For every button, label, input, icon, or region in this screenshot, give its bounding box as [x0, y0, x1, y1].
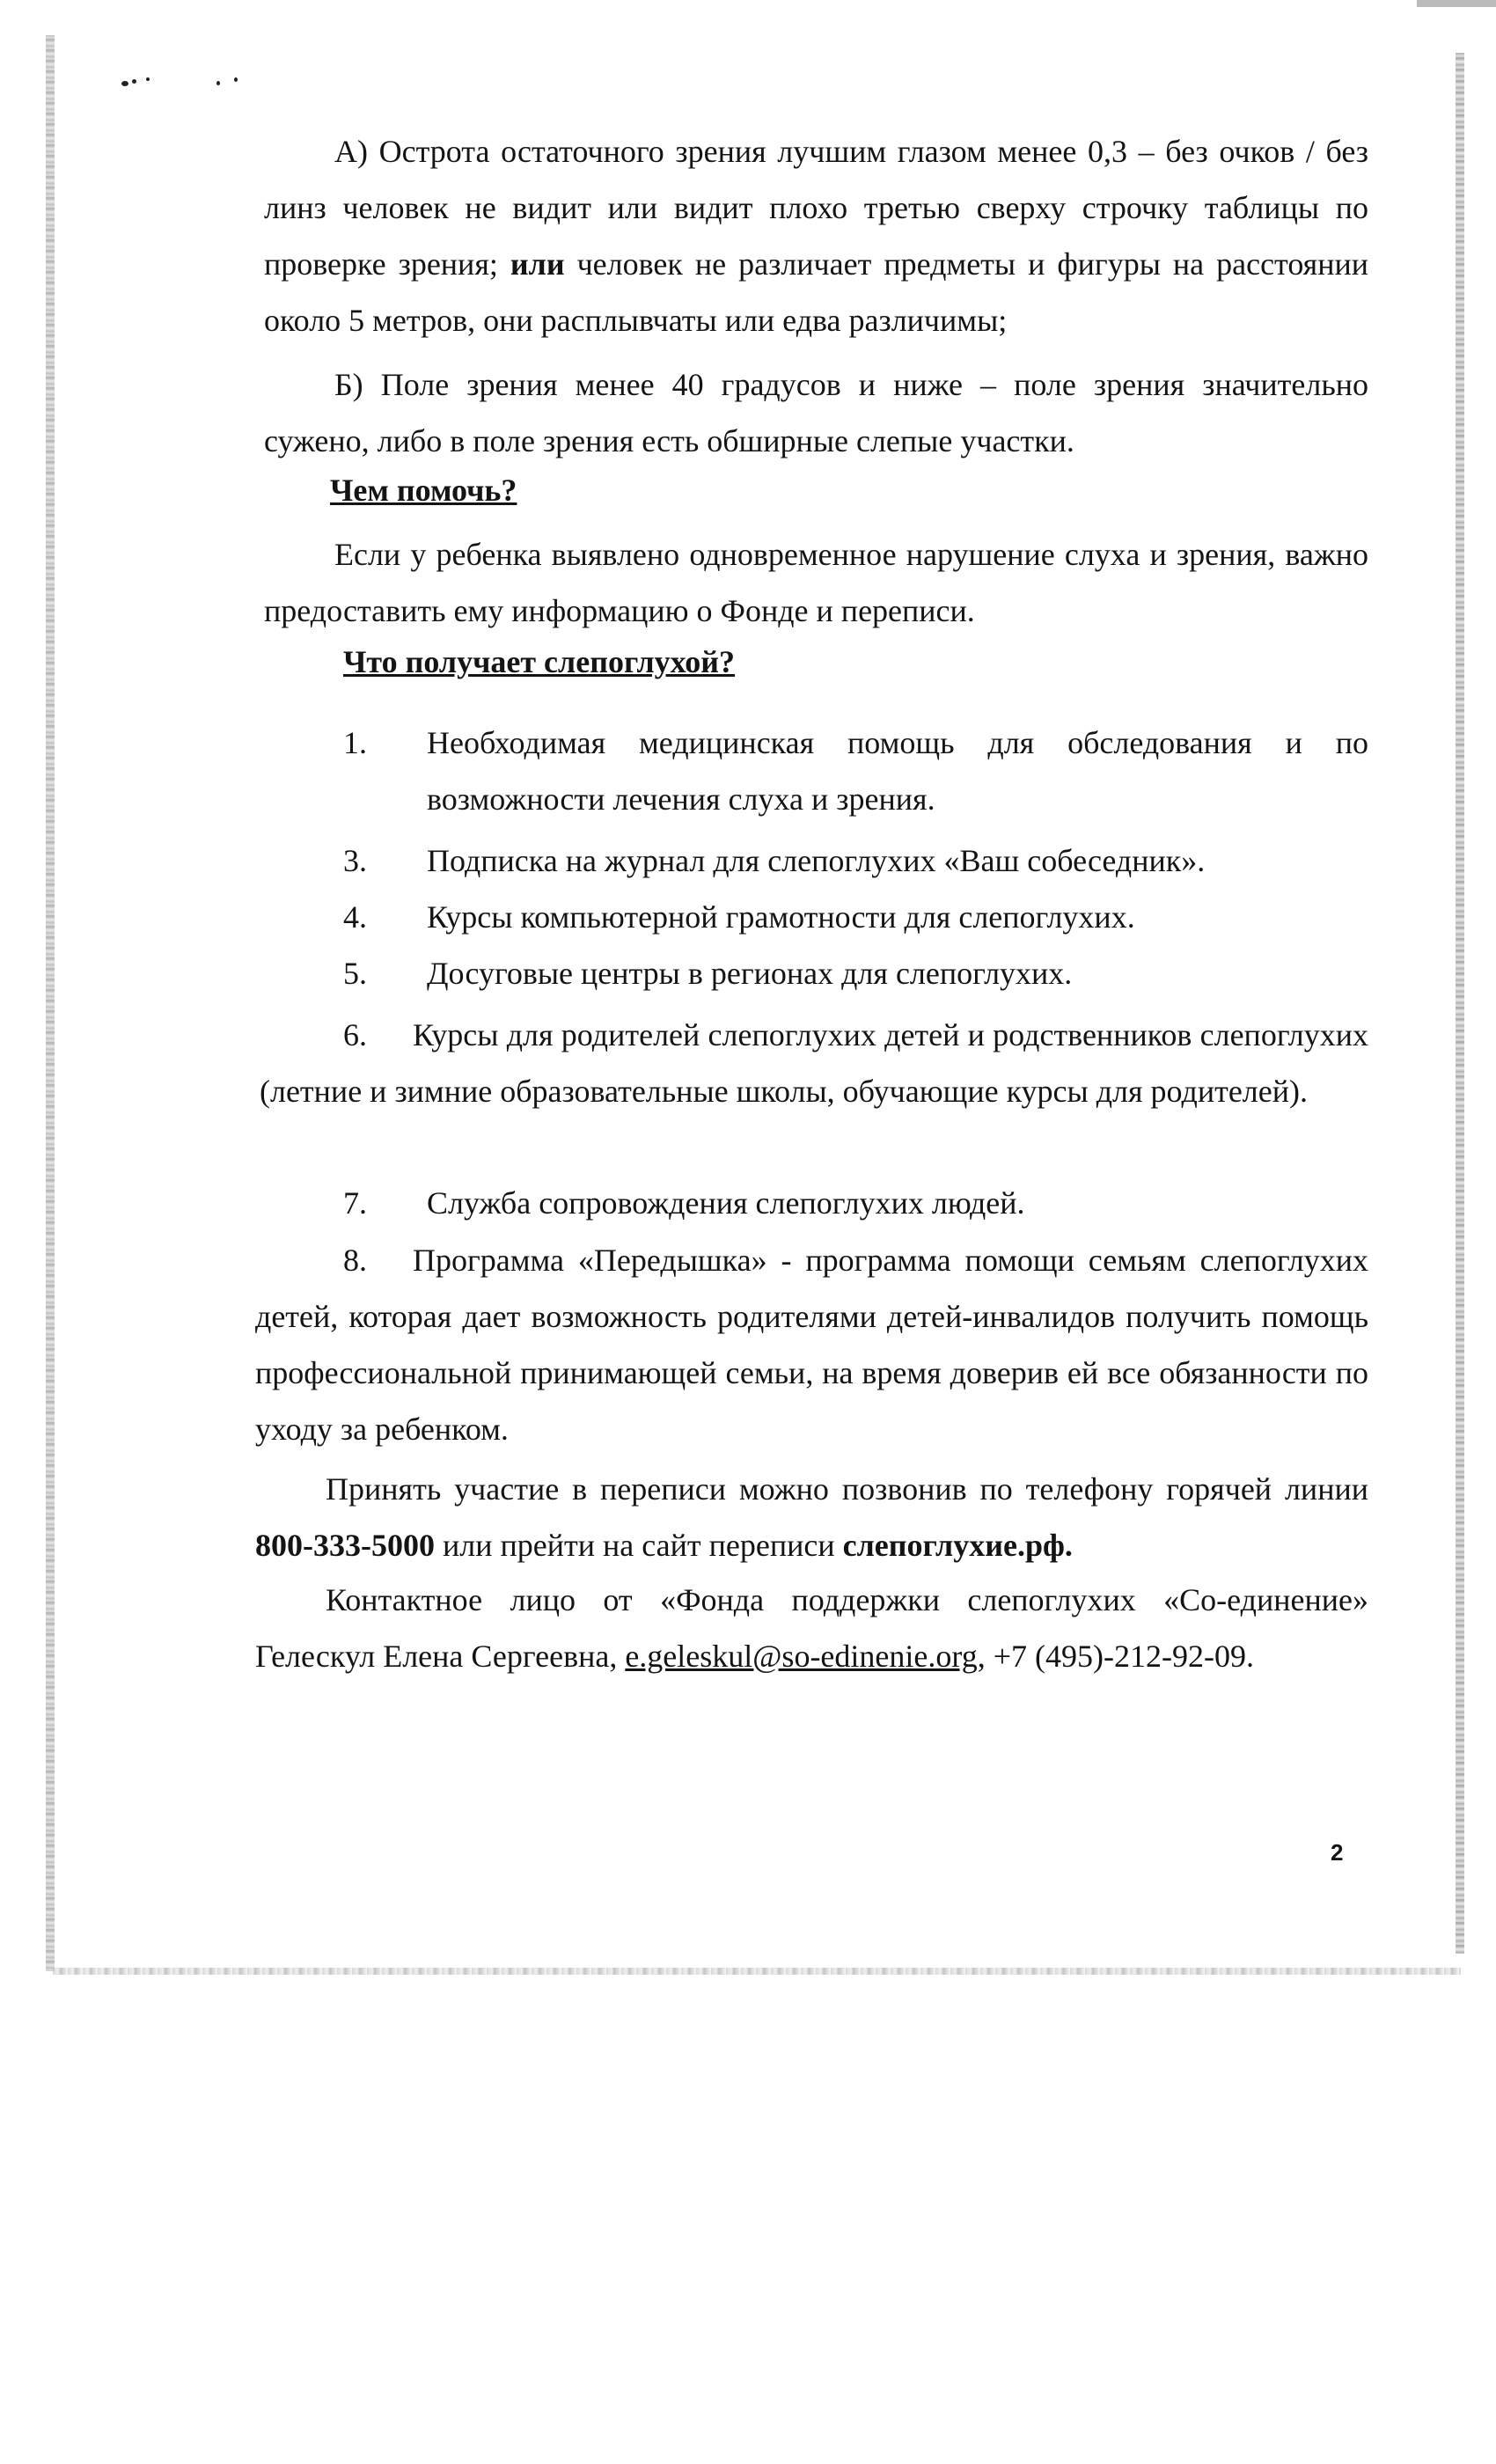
heading-what-receives: Что получает слепоглухой?: [343, 644, 736, 679]
contact-email-link[interactable]: e.geleskul@so-edinenie.org: [625, 1639, 978, 1674]
paragraph-hotline-text2: или прейти на сайт переписи: [434, 1528, 843, 1563]
paragraph-visual-acuity-bold: или: [510, 246, 565, 282]
paragraph-visual-acuity-text: А) Острота остаточного зрения лучшим глазом менее 0,3 – без очков / без линз человек не видит или видит плохо третью сверху строчку таблицы по проверке зрения;: [264, 134, 1368, 282]
list-item-text: Курсы для родителей слепоглухих детей и родственников слепоглухих (летние и зимние образовательные школы, обучающие курсы для родителей).: [260, 1017, 1368, 1109]
list-item-number: 4.: [343, 899, 367, 935]
list-item-text: Необходимая медицинская помощь для обследования и по возможности лечения слуха и зрения.: [427, 725, 1368, 817]
list-item-number: 5.: [343, 956, 367, 991]
list-item-text: Досуговые центры в регионах для слепоглухих.: [427, 956, 1073, 991]
scan-specks: [121, 77, 253, 95]
list-item-text: Подписка на журнал для слепоглухих «Ваш собеседник».: [427, 843, 1206, 878]
paragraph-visual-field: Б) Поле зрения менее 40 градусов и ниже – поле зрения значительно сужено, либо в поле зрения есть обширные слепые участки.: [264, 367, 1368, 458]
paragraph-contact-text2: , +7 (495)-212-92-09.: [977, 1639, 1254, 1674]
paragraph-visual-acuity-text2: человек не различает предметы и фигуры на расстоянии около 5 метров, они расплывчаты или едва различимы;: [264, 246, 1368, 338]
paragraph-hotline: [255, 1461, 1368, 1573]
scan-edge-left: [46, 35, 55, 1971]
list-item-number: 1.: [343, 725, 367, 760]
scan-edge-bottom: [53, 1968, 1461, 1975]
list-item: [260, 1007, 1368, 1119]
paragraph-hotline-text1: Принять участие в переписи можно позвонив по телефону горячей линии: [326, 1471, 1368, 1507]
list-item: [343, 889, 1368, 945]
list-item-number: 7.: [343, 1185, 367, 1221]
list-item: [343, 1175, 1368, 1231]
paragraph-visual-acuity: [264, 123, 1368, 348]
paragraph-contact: [255, 1572, 1368, 1684]
list-item-number: 6.: [343, 1017, 367, 1052]
hotline-phone: 800-333-5000: [255, 1528, 435, 1563]
paragraph-contact-text1: Контактное лицо от «Фонда поддержки слепоглухих «Со-единение» Гелескул Елена Сергеевна,: [255, 1582, 1368, 1674]
list-item-number: 8.: [343, 1243, 367, 1278]
list-item-number: 3.: [343, 843, 367, 878]
list-item-text: Курсы компьютерной грамотности для слепоглухих.: [427, 899, 1135, 935]
list-item-text: Программа «Передышка» - программа помощи семьям слепоглухих детей, которая дает возможность родителями детей-инвалидов получить помощь профессиональной принимающей семьи, на время доверив ей все обязанности по уходу за ребенком.: [255, 1243, 1368, 1447]
page-number: 2: [1331, 1839, 1344, 1866]
list-item: [255, 1232, 1368, 1457]
scan-mark-top: [1417, 0, 1496, 7]
list-item: [343, 715, 1368, 827]
list-item-text: Служба сопровождения слепоглухих людей.: [427, 1185, 1025, 1221]
paragraph-inform: Если у ребенка выявлено одновременное нарушение слуха и зрения, важно предоставить ему информацию о Фонде и переписи.: [264, 537, 1368, 628]
heading-how-to-help: Чем помочь?: [330, 473, 517, 508]
scan-edge-right: [1456, 53, 1464, 1954]
census-site: слепоглухие.рф.: [842, 1528, 1073, 1563]
list-item: [343, 945, 1368, 1001]
list-item: [343, 832, 1368, 889]
